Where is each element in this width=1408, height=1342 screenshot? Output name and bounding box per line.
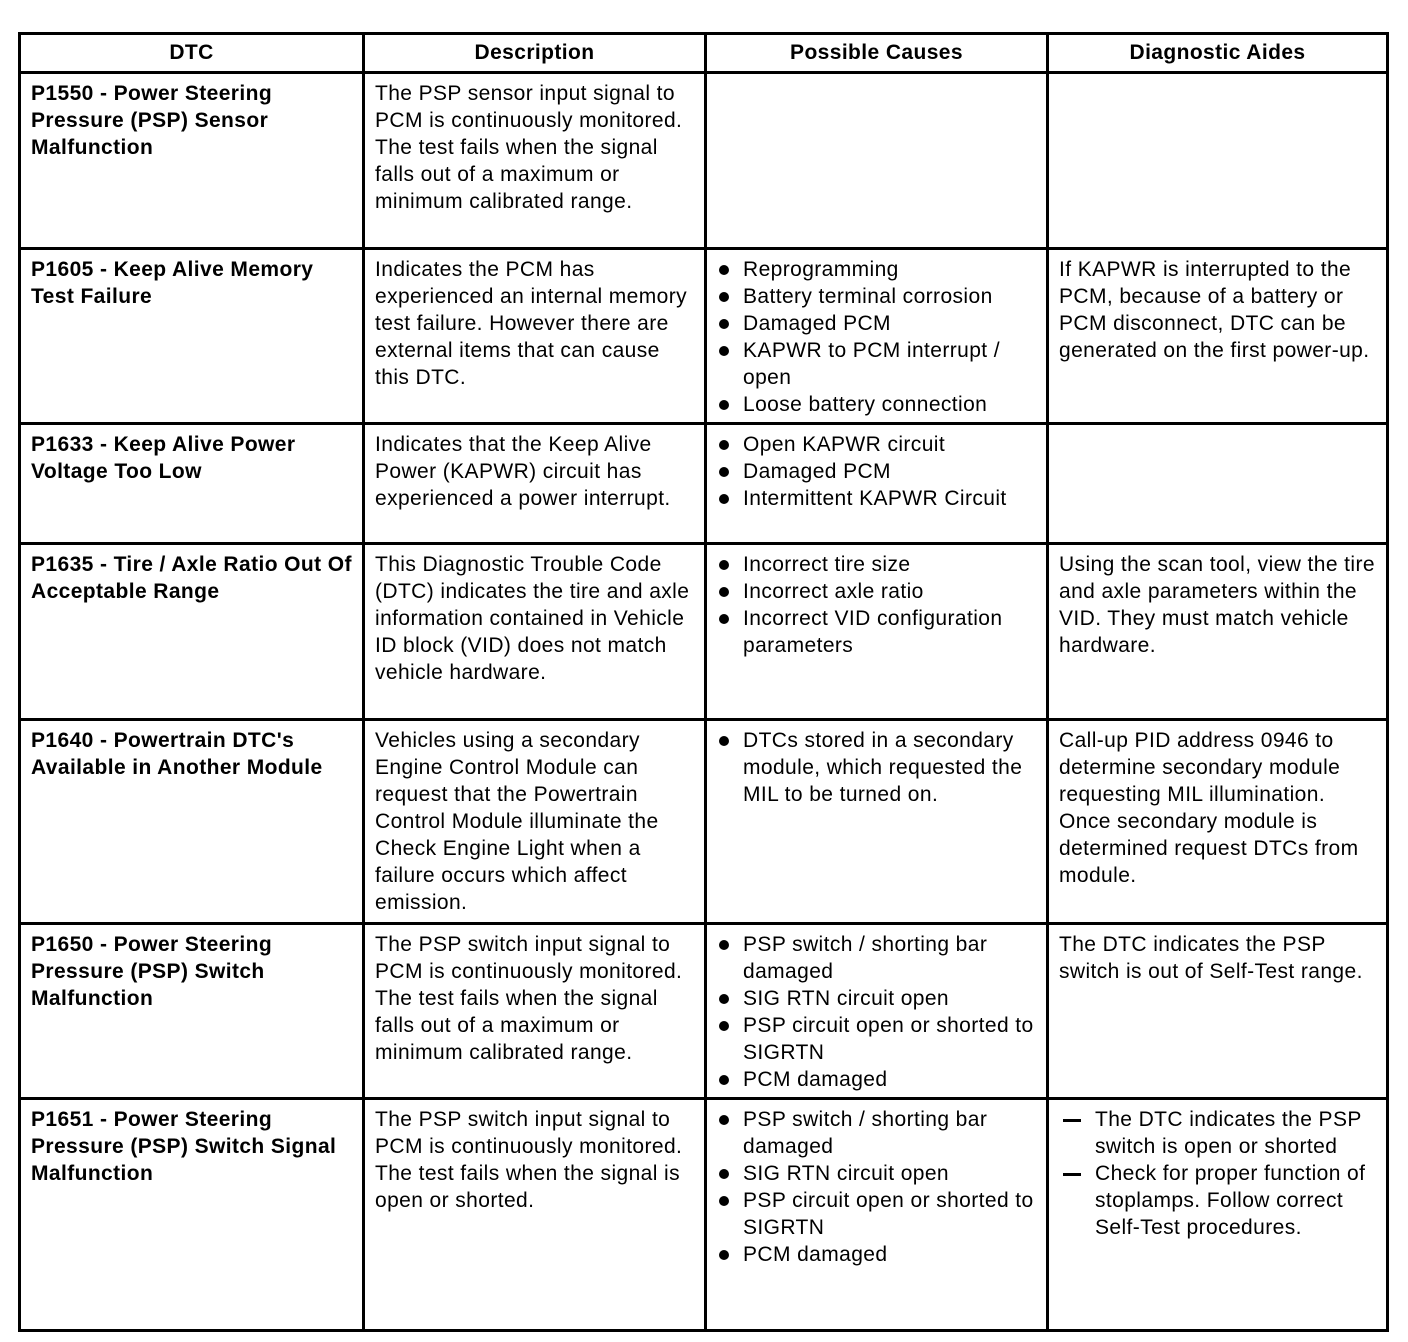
cause-item: Battery terminal corrosion <box>717 283 1036 310</box>
aide-item: The DTC indicates the PSP switch is open or shorted <box>1059 1106 1376 1160</box>
diagnostic-aides-cell: Call-up PID address 0946 to determine secondary module requesting MIL illumination. Once secondary module is determined request DTCs from module. <box>1048 720 1388 924</box>
header-row <box>20 34 1388 73</box>
cause-item: PSP circuit open or shorted to SIGRTN <box>717 1187 1036 1241</box>
dtc-code-cell: P1650 - Power Steering Pressure (PSP) Switch Malfunction <box>20 924 364 1099</box>
diagnostic-aides-cell <box>1048 1099 1388 1331</box>
causes-list <box>717 551 1036 659</box>
cause-item: PCM damaged <box>717 1241 1036 1268</box>
description-cell: The PSP switch input signal to PCM is continuously monitored. The test fails when the signal falls out of a maximum or minimum calibrated range. <box>364 924 706 1099</box>
dtc-code-cell: P1651 - Power Steering Pressure (PSP) Switch Signal Malfunction <box>20 1099 364 1331</box>
description-cell: The PSP sensor input signal to PCM is continuously monitored. The test fails when the signal falls out of a maximum or minimum calibrated range. <box>364 73 706 249</box>
table-row <box>20 720 1388 924</box>
cause-item: Incorrect axle ratio <box>717 578 1036 605</box>
cause-item: Incorrect VID configuration parameters <box>717 605 1036 659</box>
table-header <box>20 34 1388 73</box>
description-cell: The PSP switch input signal to PCM is continuously monitored. The test fails when the signal is open or shorted. <box>364 1099 706 1331</box>
description-cell: Vehicles using a secondary Engine Control Module can request that the Powertrain Control Module illuminate the Check Engine Light when a failure occurs which affect emission. <box>364 720 706 924</box>
description-cell: Indicates the PCM has experienced an internal memory test failure. However there are external items that can cause this DTC. <box>364 249 706 424</box>
table-row <box>20 924 1388 1099</box>
causes-list <box>717 931 1036 1093</box>
table-body <box>20 73 1388 1331</box>
dtc-code-cell: P1633 - Keep Alive Power Voltage Too Low <box>20 424 364 544</box>
dtc-code-cell: P1550 - Power Steering Pressure (PSP) Sensor Malfunction <box>20 73 364 249</box>
dtc-document <box>18 32 1386 1332</box>
aide-item: Check for proper function of stoplamps. Follow correct Self-Test procedures. <box>1059 1160 1376 1241</box>
diagnostic-aides-cell: Using the scan tool, view the tire and axle parameters within the VID. They must match vehicle hardware. <box>1048 544 1388 720</box>
description-cell: This Diagnostic Trouble Code (DTC) indicates the tire and axle information contained in Vehicle ID block (VID) does not match vehicle hardware. <box>364 544 706 720</box>
possible-causes-cell <box>706 1099 1048 1331</box>
dtc-code-cell: P1640 - Powertrain DTC's Available in Another Module <box>20 720 364 924</box>
header-dtc: DTC <box>20 34 364 73</box>
causes-list <box>717 256 1036 418</box>
table-row <box>20 249 1388 424</box>
cause-item: Loose battery connection <box>717 391 1036 418</box>
table-row <box>20 73 1388 249</box>
cause-item: PSP circuit open or shorted to SIGRTN <box>717 1012 1036 1066</box>
aides-list <box>1059 1106 1376 1241</box>
cause-item: DTCs stored in a secondary module, which requested the MIL to be turned on. <box>717 727 1036 808</box>
cause-item: KAPWR to PCM interrupt / open <box>717 337 1036 391</box>
table-row <box>20 424 1388 544</box>
diagnostic-aides-cell <box>1048 73 1388 249</box>
header-description: Description <box>364 34 706 73</box>
possible-causes-cell <box>706 249 1048 424</box>
possible-causes-cell <box>706 544 1048 720</box>
header-diagnostic-aides: Diagnostic Aides <box>1048 34 1388 73</box>
possible-causes-cell <box>706 424 1048 544</box>
cause-item: Intermittent KAPWR Circuit <box>717 485 1036 512</box>
cause-item: Damaged PCM <box>717 458 1036 485</box>
diagnostic-aides-cell: If KAPWR is interrupted to the PCM, because of a battery or PCM disconnect, DTC can be generated on the first power-up. <box>1048 249 1388 424</box>
possible-causes-cell <box>706 73 1048 249</box>
cause-item: PSP switch / shorting bar damaged <box>717 931 1036 985</box>
cause-item: Damaged PCM <box>717 310 1036 337</box>
cause-item: SIG RTN circuit open <box>717 985 1036 1012</box>
possible-causes-cell <box>706 720 1048 924</box>
cause-item: SIG RTN circuit open <box>717 1160 1036 1187</box>
cause-item: PSP switch / shorting bar damaged <box>717 1106 1036 1160</box>
cause-item: Reprogramming <box>717 256 1036 283</box>
dtc-code-cell: P1635 - Tire / Axle Ratio Out Of Acceptable Range <box>20 544 364 720</box>
possible-causes-cell <box>706 924 1048 1099</box>
dtc-code-cell: P1605 - Keep Alive Memory Test Failure <box>20 249 364 424</box>
diagnostic-aides-cell: The DTC indicates the PSP switch is out of Self-Test range. <box>1048 924 1388 1099</box>
cause-item: Incorrect tire size <box>717 551 1036 578</box>
causes-list <box>717 727 1036 808</box>
table-row <box>20 1099 1388 1331</box>
table-row <box>20 544 1388 720</box>
dtc-table <box>18 32 1389 1332</box>
causes-list <box>717 1106 1036 1268</box>
cause-item: Open KAPWR circuit <box>717 431 1036 458</box>
cause-item: PCM damaged <box>717 1066 1036 1093</box>
description-cell: Indicates that the Keep Alive Power (KAPWR) circuit has experienced a power interrupt. <box>364 424 706 544</box>
causes-list <box>717 431 1036 512</box>
diagnostic-aides-cell <box>1048 424 1388 544</box>
header-possible-causes: Possible Causes <box>706 34 1048 73</box>
